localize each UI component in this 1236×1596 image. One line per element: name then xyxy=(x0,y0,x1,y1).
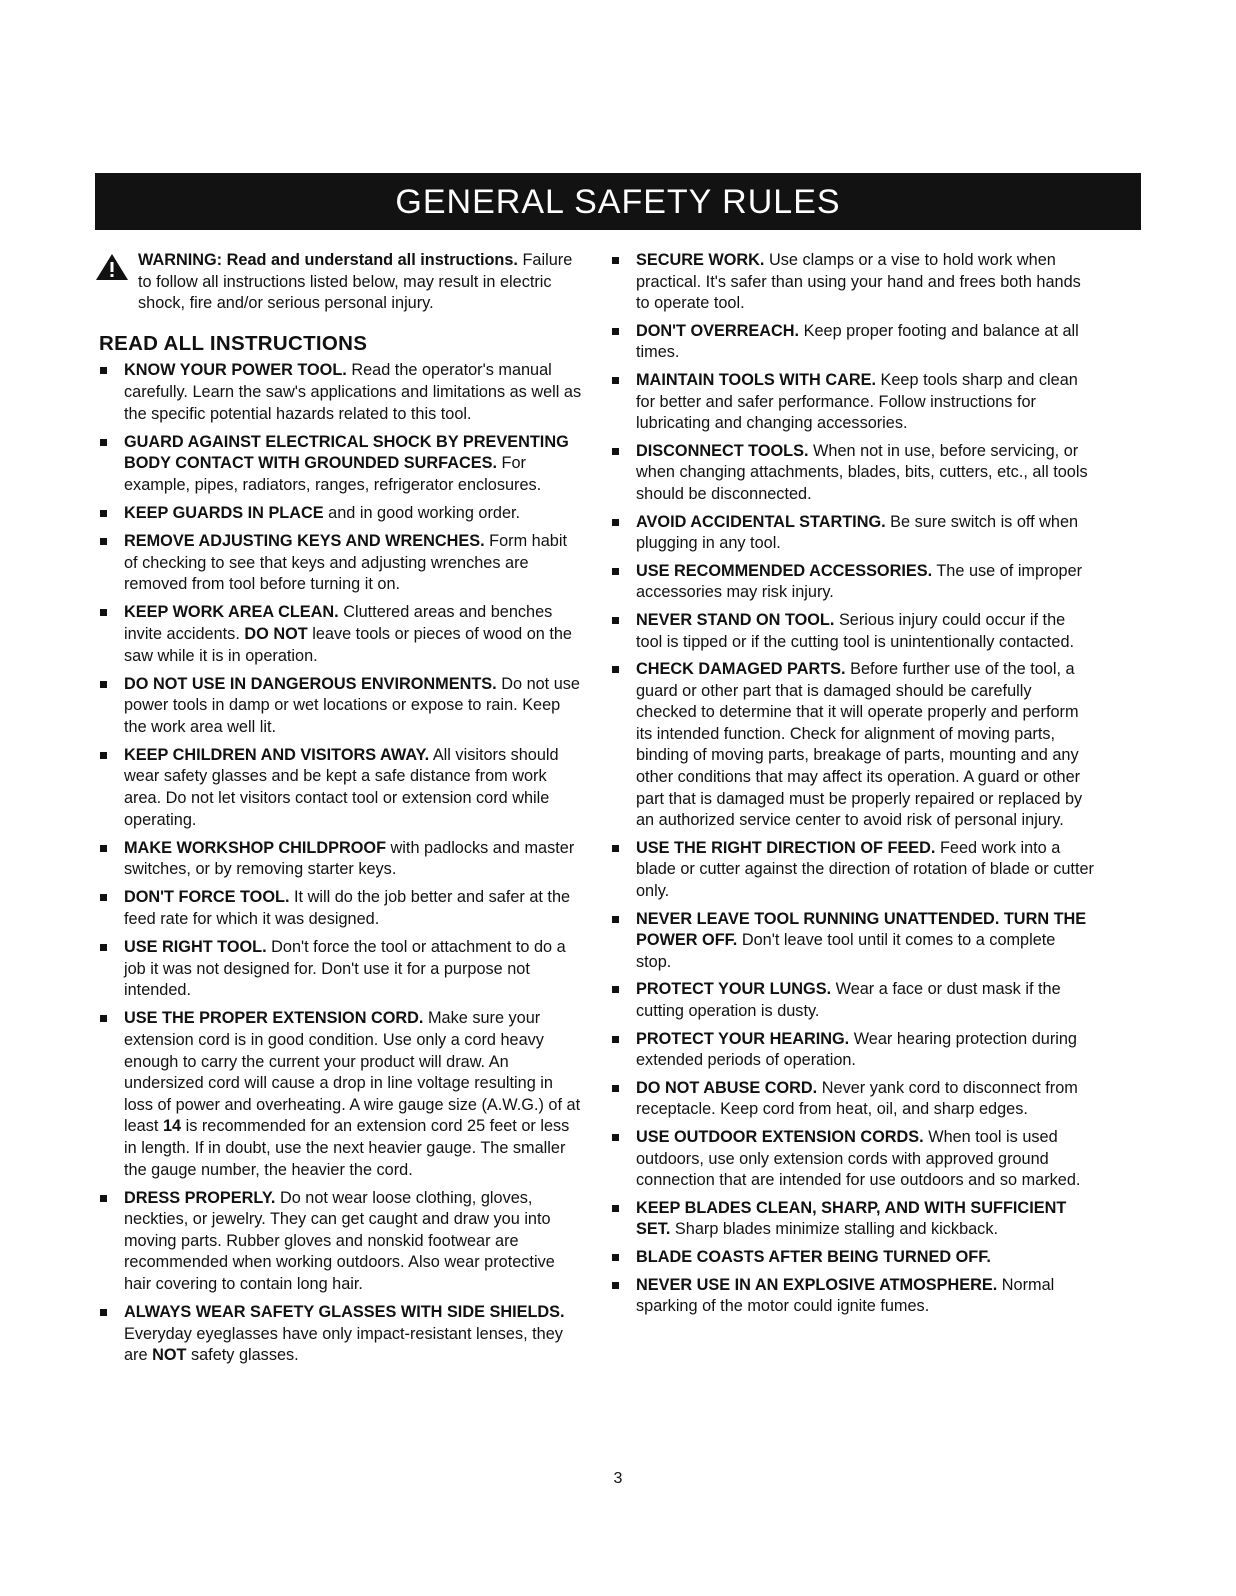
rule-text: Be sure switch is off when plugging in any tool. xyxy=(636,512,1079,553)
rule-heading: USE RECOMMENDED ACCESSORIES. xyxy=(636,561,933,580)
rule-text: Everyday eyeglasses have only impact-resistant lenses, they are xyxy=(124,1324,563,1365)
safety-rule-item xyxy=(95,1188,585,1296)
rule-text: Keep proper footing and balance at all times. xyxy=(636,321,1079,362)
safety-rule-item xyxy=(95,531,585,596)
warning-text: Failure to follow all instructions listed below, may result in electric shock, fire and/or serious personal injury. xyxy=(138,251,573,313)
bullet-icon xyxy=(100,845,107,852)
safety-rule-item xyxy=(607,512,1095,555)
bullet-icon xyxy=(612,568,619,575)
rule-heading: DO NOT ABUSE CORD. xyxy=(636,1078,818,1097)
rule-heading: NEVER LEAVE TOOL RUNNING UNATTENDED. TURN THE POWER OFF. xyxy=(636,909,1087,950)
safety-rule-item xyxy=(607,1078,1095,1121)
rule-text: Never yank cord to disconnect from receptacle. Keep cord from heat, oil, and sharp edges. xyxy=(636,1078,1078,1119)
rule-text: Feed work into a blade or cutter against the direction of rotation of blade or cutter only. xyxy=(636,838,1094,901)
page-banner xyxy=(95,173,1141,230)
bullet-icon xyxy=(100,1195,107,1202)
bullet-icon xyxy=(100,609,107,616)
rule-text: When tool is used outdoors, use only extension cords with approved ground connection that are intended for use outdoors and so marked. xyxy=(636,1127,1081,1190)
rule-heading: CHECK DAMAGED PARTS. xyxy=(636,660,846,679)
rule-heading: DRESS PROPERLY. xyxy=(124,1188,276,1207)
safety-rule-item xyxy=(607,909,1095,974)
bullet-icon xyxy=(100,538,107,545)
safety-rule-item xyxy=(95,432,585,497)
safety-rule-item xyxy=(607,979,1095,1022)
safety-rule-item xyxy=(607,659,1095,832)
safety-rule-item xyxy=(95,674,585,739)
bullet-icon xyxy=(100,1015,107,1022)
bullet-icon xyxy=(100,439,107,446)
rule-heading: GUARD AGAINST ELECTRICAL SHOCK BY PREVENTING BODY CONTACT WITH GROUNDED SURFACES. xyxy=(124,432,569,473)
rule-text: Cluttered areas and benches invite accidents. xyxy=(124,603,553,643)
rule-heading: NOT xyxy=(152,1346,187,1365)
bullet-icon xyxy=(612,448,619,455)
safety-rule-item xyxy=(95,360,585,425)
safety-rule-item xyxy=(95,937,585,1002)
rule-heading: BLADE COASTS AFTER BEING TURNED OFF. xyxy=(636,1247,991,1266)
rule-heading: KNOW YOUR POWER TOOL. xyxy=(124,361,347,380)
safety-rule-item xyxy=(607,1247,1095,1269)
rule-heading: USE THE RIGHT DIRECTION OF FEED. xyxy=(636,838,936,857)
bullet-icon xyxy=(612,986,619,993)
rule-text: with padlocks and master switches, or by removing starter keys. xyxy=(124,838,575,879)
rule-text: For example, pipes, radiators, ranges, refrigerator enclosures. xyxy=(124,454,542,494)
bullet-icon xyxy=(612,666,619,673)
safety-rule-item xyxy=(607,1198,1095,1241)
safety-rule-item xyxy=(95,602,585,667)
bullet-icon xyxy=(100,367,107,374)
rule-text: Use clamps or a vise to hold work when practical. It's safer than using your hand and frees both hands to operate tool. xyxy=(636,251,1081,313)
safety-rule-item xyxy=(95,503,585,525)
rule-text: Do not use power tools in damp or wet locations or expose to rain. Keep the work area well lit. xyxy=(124,674,580,736)
bullet-icon xyxy=(612,1282,619,1289)
bullet-icon xyxy=(612,1036,619,1043)
safety-rule-item xyxy=(607,370,1095,435)
bullet-icon xyxy=(612,1254,619,1261)
rule-heading: DON'T OVERREACH. xyxy=(636,321,800,340)
rule-text: Sharp blades minimize stalling and kickback. xyxy=(674,1220,998,1239)
rule-heading: NEVER USE IN AN EXPLOSIVE ATMOSPHERE. xyxy=(636,1275,998,1294)
safety-rule-item xyxy=(607,1127,1095,1192)
rule-text: Wear a face or dust mask if the cutting operation is dusty. xyxy=(636,980,1061,1020)
rule-text: Normal sparking of the motor could ignite fumes. xyxy=(636,1275,1055,1316)
rule-heading: KEEP BLADES CLEAN, SHARP, AND WITH SUFFICIENT SET. xyxy=(636,1198,1067,1239)
rule-text: Before further use of the tool, a guard or other part that is damaged should be carefully checked to determine that it will operate properly and perform its intended function. Check for alignment of moving parts, binding of moving parts, breakage of parts, mounting and any other conditions that may affect its operation. A guard or other part that is damaged must be properly repaired or replaced by an authorized service center to avoid risk of personal injury. xyxy=(636,660,1083,830)
warning-block xyxy=(95,250,585,315)
bullet-icon xyxy=(100,944,107,951)
rule-heading: KEEP GUARDS IN PLACE xyxy=(124,503,324,522)
bullet-icon xyxy=(612,377,619,384)
rule-text: Don't leave tool until it comes to a complete stop. xyxy=(636,931,1056,971)
rule-heading: DISCONNECT TOOLS. xyxy=(636,441,809,460)
rule-heading: KEEP WORK AREA CLEAN. xyxy=(124,603,339,622)
bullet-icon xyxy=(100,1309,107,1316)
bullet-icon xyxy=(612,1085,619,1092)
rule-text: Make sure your extension cord is in good condition. Use only a cord heavy enough to carry the current your product will draw. An undersized cord will cause a drop in line voltage resulting in loss of power and overheating. A wire gauge size (A.W.G.) of at least xyxy=(124,1009,581,1136)
bullet-icon xyxy=(100,510,107,517)
bullet-icon xyxy=(100,894,107,901)
rule-heading: PROTECT YOUR HEARING. xyxy=(636,1029,850,1048)
rule-text: All visitors should wear safety glasses and be kept a safe distance from work area. Do not let visitors contact tool or extension cord while operating. xyxy=(124,745,559,829)
warning-icon xyxy=(95,253,129,281)
safety-rule-item xyxy=(607,321,1095,364)
rule-text: Read the operator's manual carefully. Learn the saw's applications and limitations as well as the specific potential hazards related to this tool. xyxy=(124,361,582,423)
safety-rule-item xyxy=(95,1008,585,1181)
rule-heading: SECURE WORK. xyxy=(636,251,765,269)
safety-rule-item xyxy=(607,250,1095,315)
rule-text: leave tools or pieces of wood on the saw while it is in operation. xyxy=(124,624,572,665)
safety-rule-item xyxy=(607,561,1095,604)
rule-text: safety glasses. xyxy=(190,1346,299,1365)
rule-text: is recommended for an extension cord 25 feet or less in length. If in doubt, use the next heavier gauge. The smaller the gauge number, the heavier the cord. xyxy=(124,1117,570,1179)
right-column xyxy=(607,250,1095,1324)
safety-rule-item xyxy=(607,441,1095,506)
rule-text: and in good working order. xyxy=(328,503,521,522)
bullet-icon xyxy=(612,617,619,624)
rule-text: Don't force the tool or attachment to do a job it was not designed for. Don't use it for a purpose not intended. xyxy=(124,938,566,1000)
rule-text: Form habit of checking to see that keys and adjusting wrenches are removed from tool before turning it on. xyxy=(124,532,567,594)
section-title: READ ALL INSTRUCTIONS xyxy=(99,331,368,355)
rule-heading: DO NOT USE IN DANGEROUS ENVIRONMENTS. xyxy=(124,674,497,693)
safety-rule-item xyxy=(95,1302,585,1367)
rule-heading: MAKE WORKSHOP CHILDPROOF xyxy=(124,838,387,857)
left-rule-list xyxy=(95,360,585,1367)
banner-title: GENERAL SAFETY RULES xyxy=(395,183,841,221)
bullet-icon xyxy=(612,257,619,264)
safety-rule-item xyxy=(607,838,1095,903)
bullet-icon xyxy=(612,916,619,923)
rule-text: Do not wear loose clothing, gloves, neckties, or jewelry. They can get caught and draw you into moving parts. Rubber gloves and nonskid footwear are recommended when working outdoors. Also wear protective hair covering to contain long hair. xyxy=(124,1188,555,1294)
left-column xyxy=(95,250,585,1373)
rule-heading: PROTECT YOUR LUNGS. xyxy=(636,980,832,999)
bullet-icon xyxy=(612,328,619,335)
safety-rule-item xyxy=(95,745,585,831)
page-number: 3 xyxy=(613,1470,623,1487)
rule-heading: DO NOT xyxy=(244,624,308,643)
bullet-icon xyxy=(612,845,619,852)
rule-heading: MAINTAIN TOOLS WITH CARE. xyxy=(636,370,876,389)
rule-heading: AVOID ACCIDENTAL STARTING. xyxy=(636,512,886,531)
safety-rule-item xyxy=(95,887,585,930)
rule-text: Wear hearing protection during extended periods of operation. xyxy=(636,1029,1077,1070)
safety-rule-item xyxy=(607,610,1095,653)
warning-bold-text: Read and understand all instructions. xyxy=(226,251,518,269)
rule-heading: USE RIGHT TOOL. xyxy=(124,938,267,957)
bullet-icon xyxy=(612,519,619,526)
bullet-icon xyxy=(612,1205,619,1212)
rule-heading: ALWAYS WEAR SAFETY GLASSES WITH SIDE SHIELDS. xyxy=(124,1303,565,1322)
rule-heading: NEVER STAND ON TOOL. xyxy=(636,610,835,629)
safety-rule-item xyxy=(607,1275,1095,1318)
rule-heading: KEEP CHILDREN AND VISITORS AWAY. xyxy=(124,745,430,764)
rule-heading: REMOVE ADJUSTING KEYS AND WRENCHES. xyxy=(124,532,485,551)
rule-text: Serious injury could occur if the tool is tipped or if the cutting tool is unintentionally contacted. xyxy=(636,610,1075,651)
right-rule-list xyxy=(607,250,1095,1318)
warning-label: WARNING: xyxy=(138,251,223,269)
rule-heading: 14 xyxy=(162,1117,182,1136)
rule-text: Keep tools sharp and clean for better and safer performance. Follow instructions for lubricating and changing accessories. xyxy=(636,370,1078,433)
bullet-icon xyxy=(100,681,107,688)
safety-rule-item xyxy=(95,838,585,881)
bullet-icon xyxy=(100,752,107,759)
rule-heading: USE OUTDOOR EXTENSION CORDS. xyxy=(636,1127,924,1146)
safety-rule-item xyxy=(607,1029,1095,1072)
rule-heading: USE THE PROPER EXTENSION CORD. xyxy=(124,1009,424,1028)
rule-heading: DON'T FORCE TOOL. xyxy=(124,888,290,907)
rule-text: When not in use, before servicing, or when changing attachments, blades, bits, cutters, etc., all tools should be disconnected. xyxy=(636,441,1088,503)
bullet-icon xyxy=(612,1134,619,1141)
rule-text: It will do the job better and safer at the feed rate for which it was designed. xyxy=(124,888,571,929)
rule-text: The use of improper accessories may risk injury. xyxy=(636,561,1083,602)
